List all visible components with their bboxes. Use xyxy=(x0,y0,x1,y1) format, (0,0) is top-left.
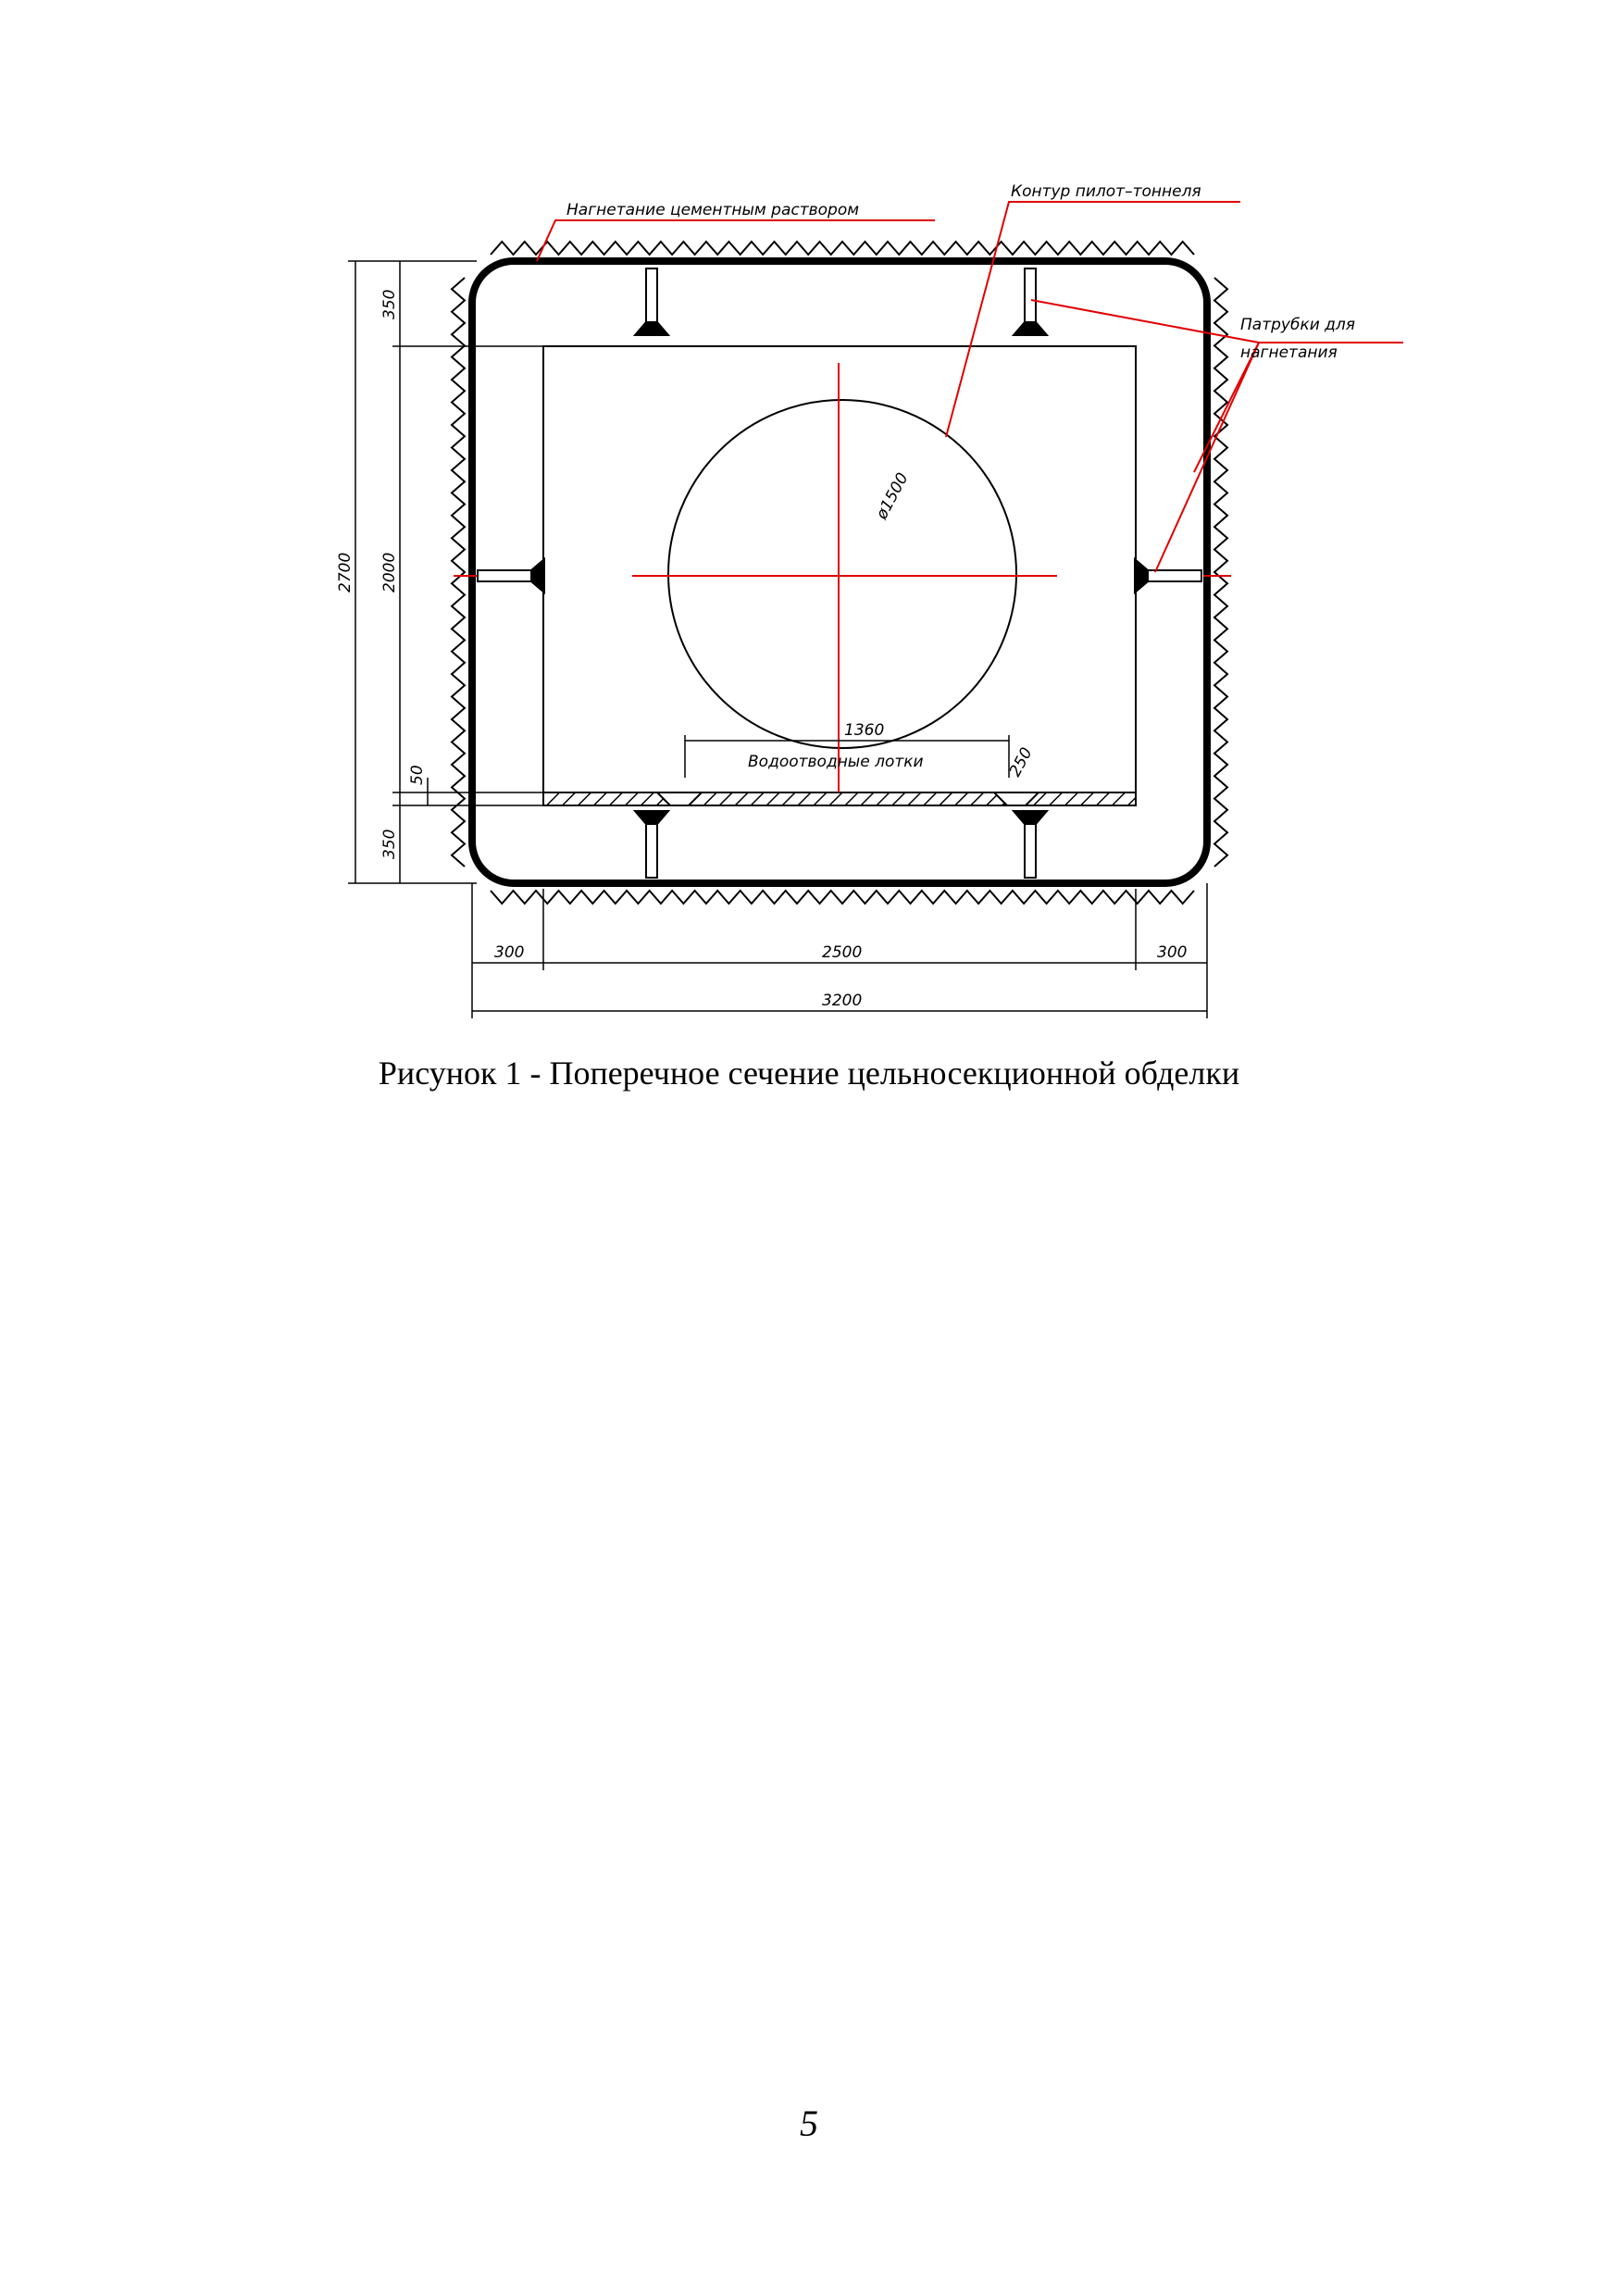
dim-left-wall: 300 xyxy=(494,943,525,962)
grouting-label: Нагнетание цементным раствором xyxy=(566,201,860,219)
page-number: 5 xyxy=(800,2103,818,2144)
dim-tray-slope: 250 xyxy=(1005,744,1037,780)
dim-tray-depth: 50 xyxy=(408,765,427,785)
dim-inner-width: 2500 xyxy=(822,943,863,962)
dim-right-wall: 300 xyxy=(1157,943,1188,962)
nozzles-label-line2: нагнетания xyxy=(1240,343,1338,362)
nozzles-label-line1: Патрубки для xyxy=(1240,316,1356,334)
dim-total-height: 2700 xyxy=(336,552,355,593)
trays-label: Водоотводные лотки xyxy=(748,753,924,771)
dim-tray-width: 1360 xyxy=(844,721,885,740)
dim-inner-height: 2000 xyxy=(380,552,399,593)
cross-section-drawing xyxy=(0,0,1618,1074)
dim-total-width: 3200 xyxy=(822,992,863,1010)
dim-bottom-thickness: 350 xyxy=(380,829,399,859)
diameter-label: ø1500 xyxy=(872,469,913,523)
dim-top-thickness: 350 xyxy=(380,289,399,319)
figure-caption: Рисунок 1 - Поперечное сечение цельносекционной обделки xyxy=(378,1054,1240,1092)
contour-label: Контур пилот–тоннеля xyxy=(1011,182,1201,201)
floor-slab xyxy=(543,792,1136,805)
